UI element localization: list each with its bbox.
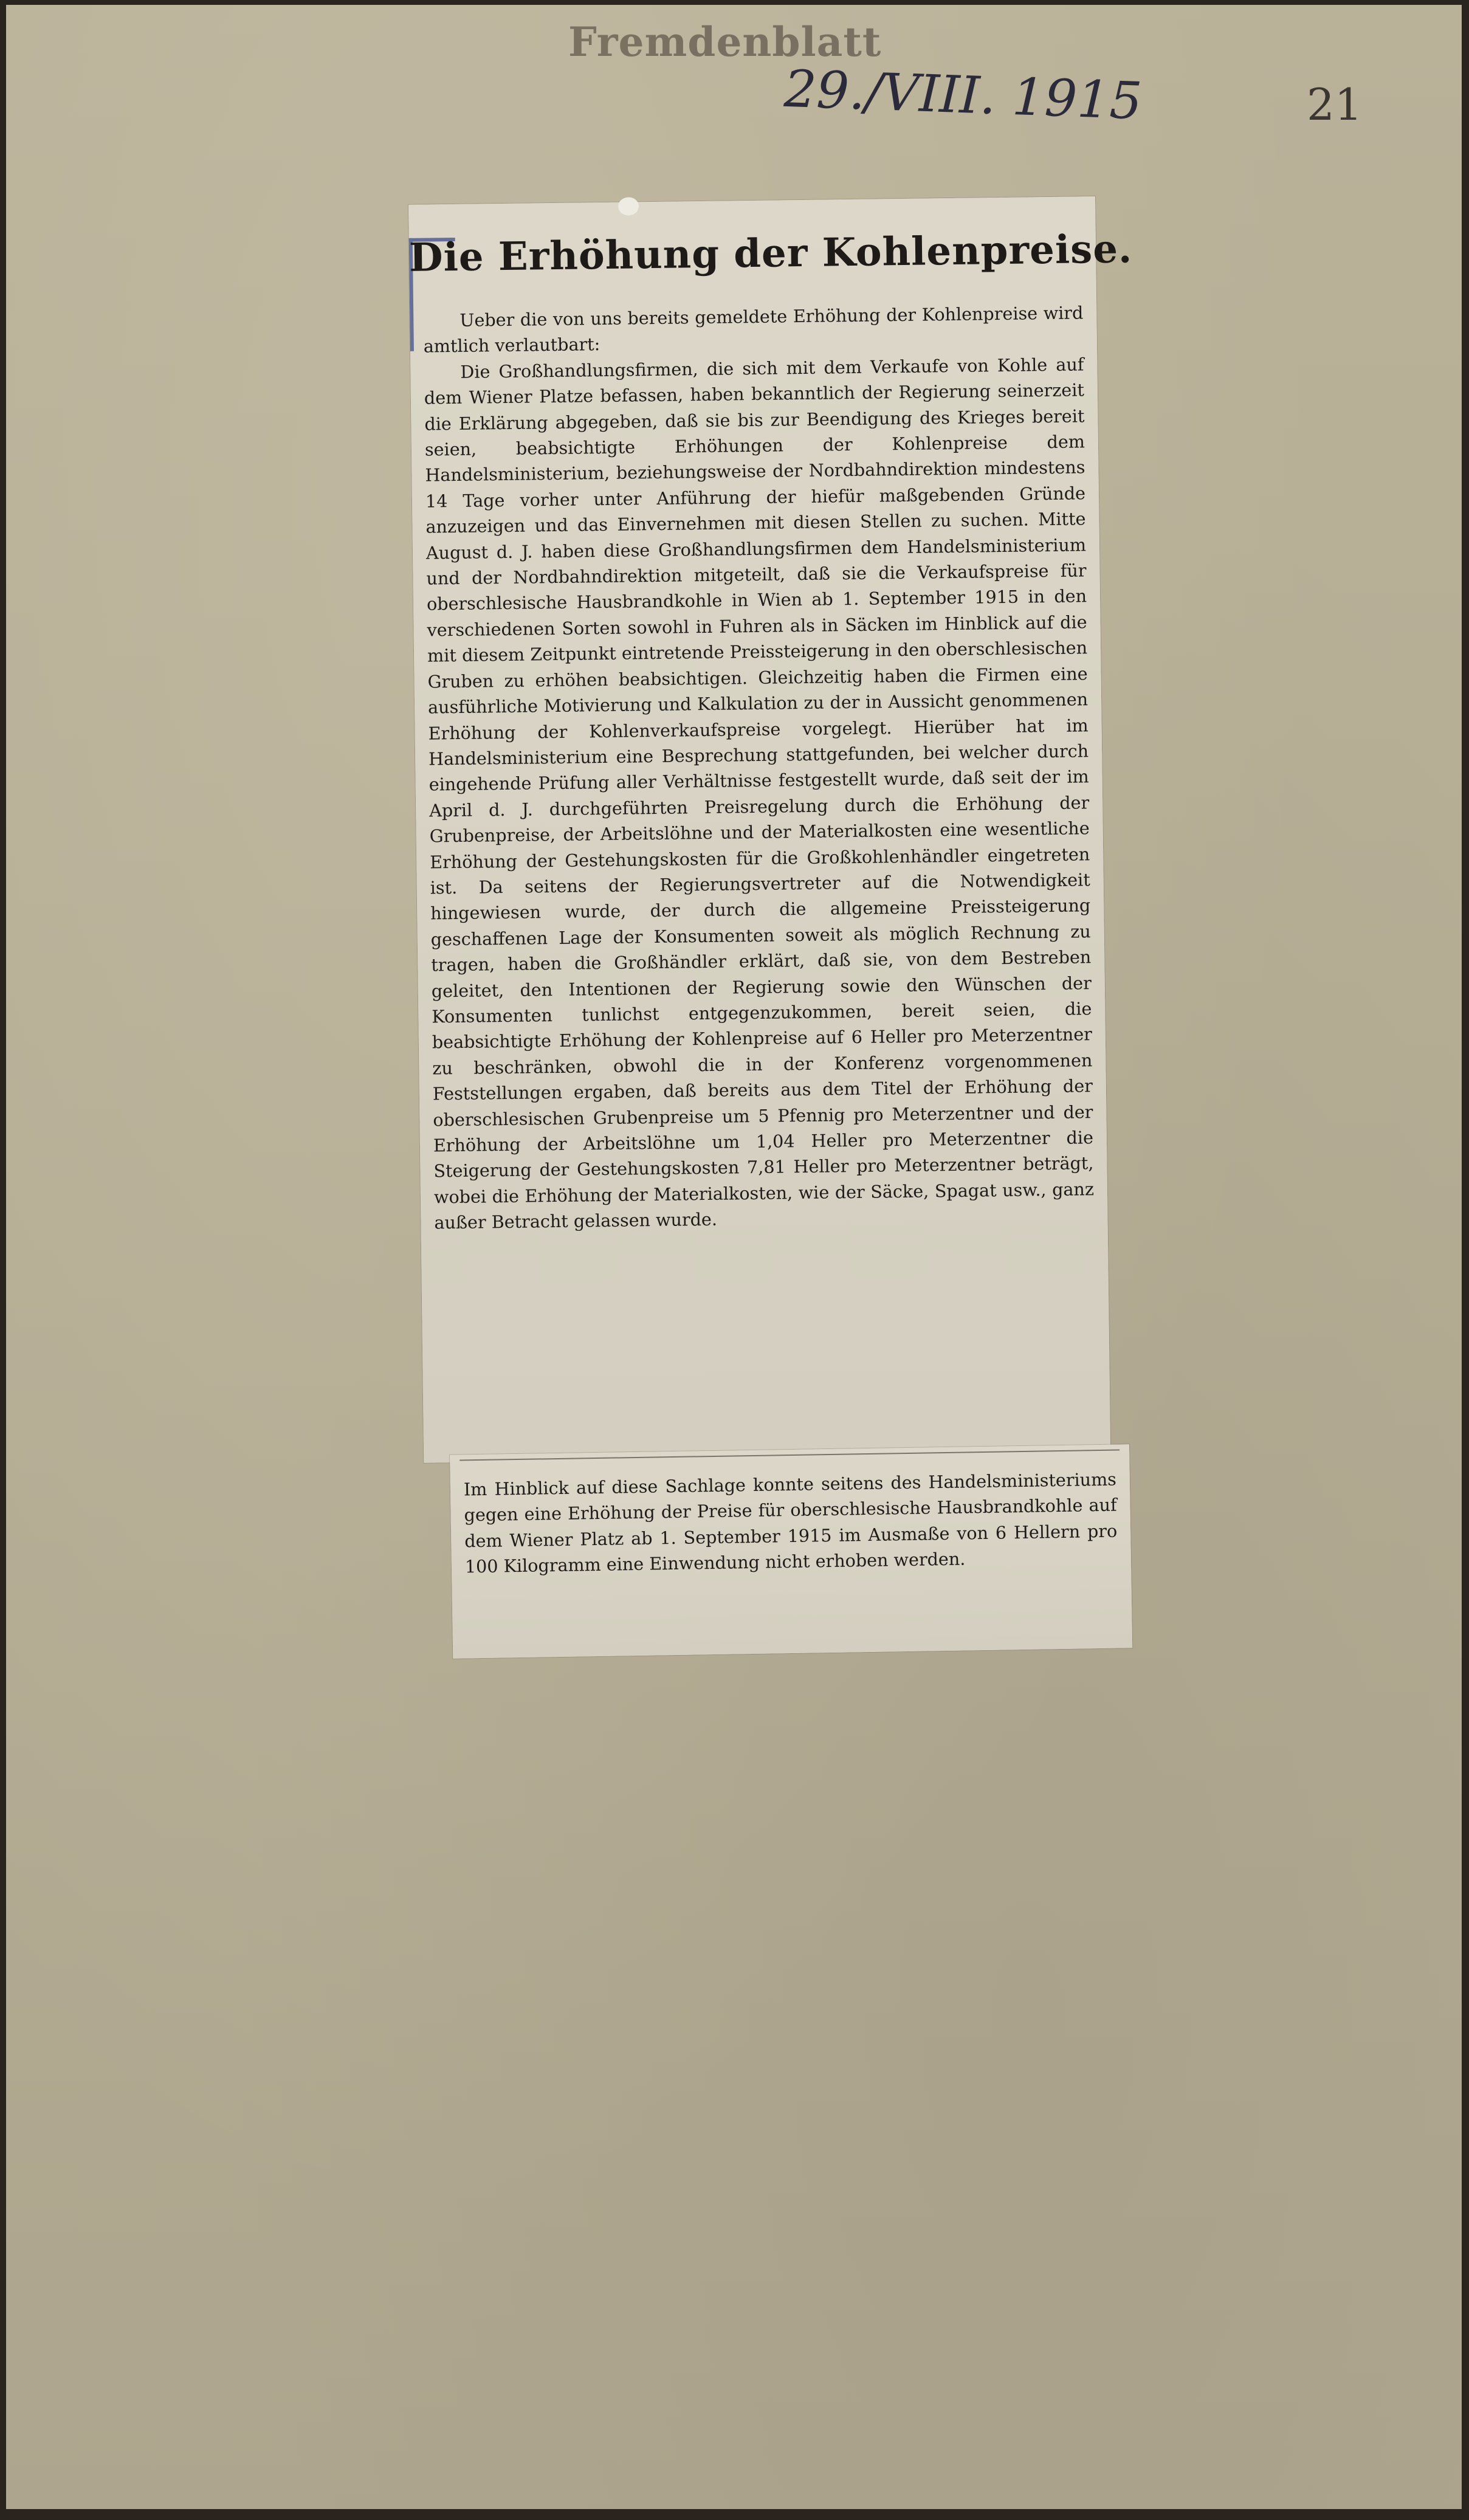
newspaper-name-stamp: Fremdenblatt xyxy=(568,18,882,66)
page-number: 21 xyxy=(1307,79,1363,130)
article-paragraph-intro: Ueber die von uns bereits gemeldete Erhöhung der Kohlenpreise wird amtlich verlautbart: xyxy=(423,302,1084,357)
newspaper-clipping-continuation xyxy=(450,1444,1132,1659)
article-body xyxy=(423,300,1095,1236)
article-headline: Die Erhöhung der Kohlenpreise. xyxy=(408,226,1133,281)
newspaper-clipping-main xyxy=(408,196,1133,1463)
handwritten-date: 29./VIII. 1915 xyxy=(783,58,1143,131)
article-paragraph-closing: Im Hinblick auf diese Sachlage konnte seitens des Handelsministeriums gegen eine Erhöhung der Preise für oberschlesische Hausbrandkohle auf dem Wiener Platz ab 1. September 1915 im Ausmaße von 6 Hellern pro 100 Kilogramm eine Einwendung nicht erhoben werden. xyxy=(463,1468,1118,1577)
pin-hole-icon xyxy=(618,197,639,215)
article-paragraph-main: Die Großhandlungsfirmen, die sich mit dem Verkaufe von Kohle auf dem Wiener Platze befassen, haben bekanntlich der Regierung seinerzeit die Erklärung abgegeben, daß sie bis zur Beendigung des Krieges bereit seien, beabsichtigte Erhöhungen der Kohlenpreise dem Handelsministerium, beziehungsweise der Nordbahndirektion mindestens 14 Tage vorher unter Anführung der hiefür maßgebenden Gründe anzuzeigen und das Einvernehmen mit diesen Stellen zu suchen. Mitte August d. J. haben diese Großhandlungsfirmen dem Handelsministerium und der Nordbahndirektion mitgeteilt, daß sie die Verkaufspreise für oberschlesische Hausbrandkohle in Wien ab 1. September 1915 in den verschiedenen Sorten sowohl in Fuhren als in Säcken im Hinblick auf die mit diesem Zeitpunkt eintretende Preissteigerung in den oberschlesischen Gruben zu erhöhen beabsichtigen. Gleichzeitig haben die Firmen eine ausführliche Motivierung und Kalkulation zu der in Aussicht genommenen Erhöhung der Kohlenverkaufspreise vorgelegt. Hierüber hat im Handelsministerium eine Besprechung stattgefunden, bei welcher durch eingehende Prüfung aller Verhältnisse festgestellt wurde, daß seit der im April d. J. durchgeführten Preisregelung durch die Erhöhung der Grubenpreise, der Arbeitslöhne und der Materialkosten eine wesentliche Erhöhung der Gestehungskosten für die Großkohlenhändler eingetreten ist. Da seitens der Regierungsvertreter auf die Notwendigkeit hingewiesen wurde, der durch die allgemeine Preissteigerung geschaffenen Lage der Konsumenten soweit als möglich Rechnung zu tragen, haben die Großhändler erklärt, daß sie, von dem Bestreben geleitet, den Intentionen der Regierung sowie den Wünschen der Konsumenten tunlichst entgegenzukommen, bereit seien, die beabsichtigte Erhöhung der Kohlenpreise auf 6 Heller pro Meterzentner zu beschränken, obwohl die in der Konferenz vorgenommenen Feststellungen ergaben, daß bereits aus dem Titel der Erhöhung der oberschlesischen Grubenpreise um 5 Pfennig pro Meterzentner und der Erhöhung der Arbeitslöhne um 1,04 Heller pro Meterzentner die Steigerung der Gestehungskosten 7,81 Heller pro Meterzentner beträgt, wobei die Erhöhung der Materialkosten, wie der Säcke, Spagat usw., ganz außer Betracht gelassen wurde. xyxy=(424,354,1095,1233)
